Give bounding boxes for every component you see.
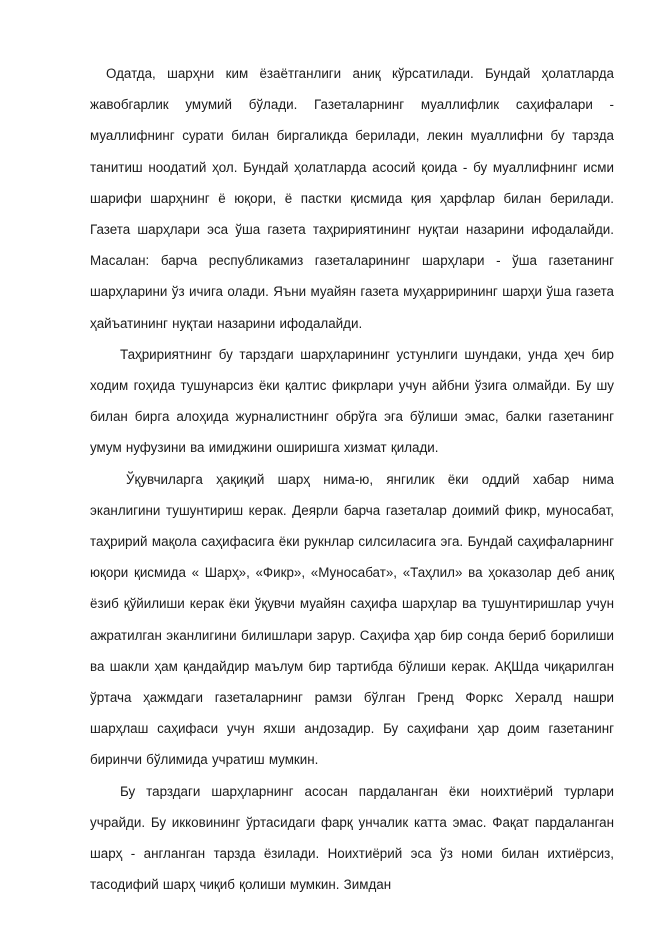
paragraph-3: Ўқувчиларга ҳақиқий шарҳ нима-ю, янгилик ёки оддий хабар нима эканлигини тушунтириш керак. Деярли барча газеталар доимий фикр, муносабат, таҳририй мақола саҳифасига ёки рукнлар силсиласига эга. Бундай саҳифаларнинг юқори қисмида « Шарҳ», «Фикр», «Муносабат», «Таҳлил» ва ҳоказолар деб аниқ ёзиб қўйилиши керак ёки ўқувчи муайян саҳифа шарҳлар ва тушунтиришлар учун ажратилган эканлигини билишлари зарур. Саҳифа ҳар бир сонда бериб борилиши ва шакли ҳам қандайдир маълум бир тартибда бўлиши керак. АҚШда чиқарилган ўртача ҳажмдаги газеталарнинг рамзи бўлган Гренд Форкс Хералд нашри шарҳлаш саҳифаси учун яхши андозадир. Бу саҳифани ҳар доим газетанинг биринчи бўлимида учратиш мумкин. — [90, 471, 614, 768]
paragraph-1: Одатда, шарҳни ким ёзаётганлиги аниқ кўрсатилади. Бундай ҳолатларда жавобгарлик умумий бўлади. Газеталарнинг муаллифлик саҳифалари - муаллифнинг сурати билан биргаликда берилади, лекин муаллифни бу тарзда танитиш ноодатий ҳол. Бундай ҳолатларда асосий қоида - бу муаллифнинг исми шарифи шарҳнинг ё юқори, ё пастки қисмида қия ҳарфлар билан берилади. Газета шарҳлари эса ўша газета таҳририятининг нуқтаи назарини ифодалайди. Масалан: барча республикамиз газеталарининг шарҳлари - ўша газетанинг шарҳларини ўз ичига олади. Яъни муайян газета муҳаррирининг шарҳи ўша газета ҳайъатининг нуқтаи назарини ифодалайди. — [90, 66, 614, 331]
document-page — [90, 58, 614, 900]
paragraph-4: Бу тарздаги шарҳларнинг асосан пардаланган ёки ноихтиёрий турлари учрайди. Бу икковининг ўртасидаги фарқ унчалик катта эмас. Фақат пардаланган шарҳ - англанган тарзда ёзилади. Ноихтиёрий эса ўз номи билан ихтиёрсиз, тасодифий шарҳ чиқиб қолиши мумкин. Зимдан — [90, 783, 614, 893]
paragraph-2: Таҳририятнинг бу тарздаги шарҳларининг устунлиги шундаки, унда ҳеч бир ходим гоҳида тушунарсиз ёки қалтис фикрлари учун айбни ўзига олмайди. Бу шу билан бирга алоҳида журналистнинг обрўга эга бўлиши эмас, балки газетанинг умум нуфузини ва имиджини оширишга хизмат қилади. — [90, 346, 614, 456]
